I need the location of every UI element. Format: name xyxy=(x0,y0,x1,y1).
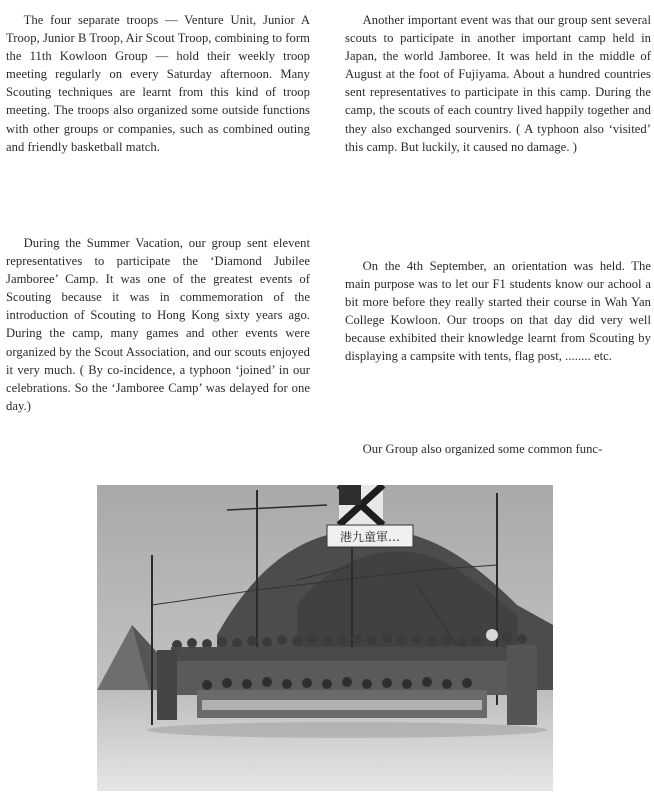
photo-banner xyxy=(327,525,413,547)
photo-flag xyxy=(339,485,383,525)
right-paragraph-world-jamboree: Another important event was that our group sent several scouts to participate in another important camp held in Japan, the world Jamboree. It was held in the middle of August at the foot of Fujiyama. About a hundred countries sent representatives to participate in this camp. During the camp, the scouts of each country lived happily together and they also exchanged sourvenirs. ( A typhoon also ‘visited’ this camp. But luckily, it caused no damage. ) xyxy=(345,13,651,154)
right-paragraph-common-functions: Our Group also organized some common func- xyxy=(362,442,603,456)
left-paragraph-diamond-jubilee: During the Summer Vacation, our group sent elevent representatives to participate the ‘Diamond Jubilee Jamboree’ Camp. It was one of the greatest events of Scouting because it was in commemoration of the introduction of Scouting to Hong Kong sixty years ago. During the camp, many games and other events were organized by the Scout Association, and our scouts enjoyed it very much. ( By co-incidence, a typhoon ‘joined’ in our celebrations. So the ‘Jamboree Camp’ was delayed for one day.) xyxy=(6,236,310,413)
campsite-photo-drawing xyxy=(97,485,553,791)
group-campsite-photo xyxy=(97,485,553,791)
right-paragraph-orientation: On the 4th September, an orientation was held. The main purpose was to let our F1 students know our achool a bit more before they really started their course in Wah Yan College Kowloon. Our troops on that day did very well because exhibited their knowledge learnt from Scouting by displaying a campsite with tents, flag post, ........ etc. xyxy=(345,259,651,364)
left-paragraph-troop-meetings: The four separate troops — Venture Unit, Junior A Troop, Junior B Troop, Air Scout Troop, combining to form the 11th Kowloon Group — hold their weekly troop meeting regularly on every Saturday afternoon. Many Scouting techniques are learnt from this kind of troop meeting. The troops also organized some outside functions with other groups or companies, such as combined outing and friendly basketball match. xyxy=(6,13,310,154)
photo-banner-text: 港九童軍… xyxy=(339,530,401,544)
